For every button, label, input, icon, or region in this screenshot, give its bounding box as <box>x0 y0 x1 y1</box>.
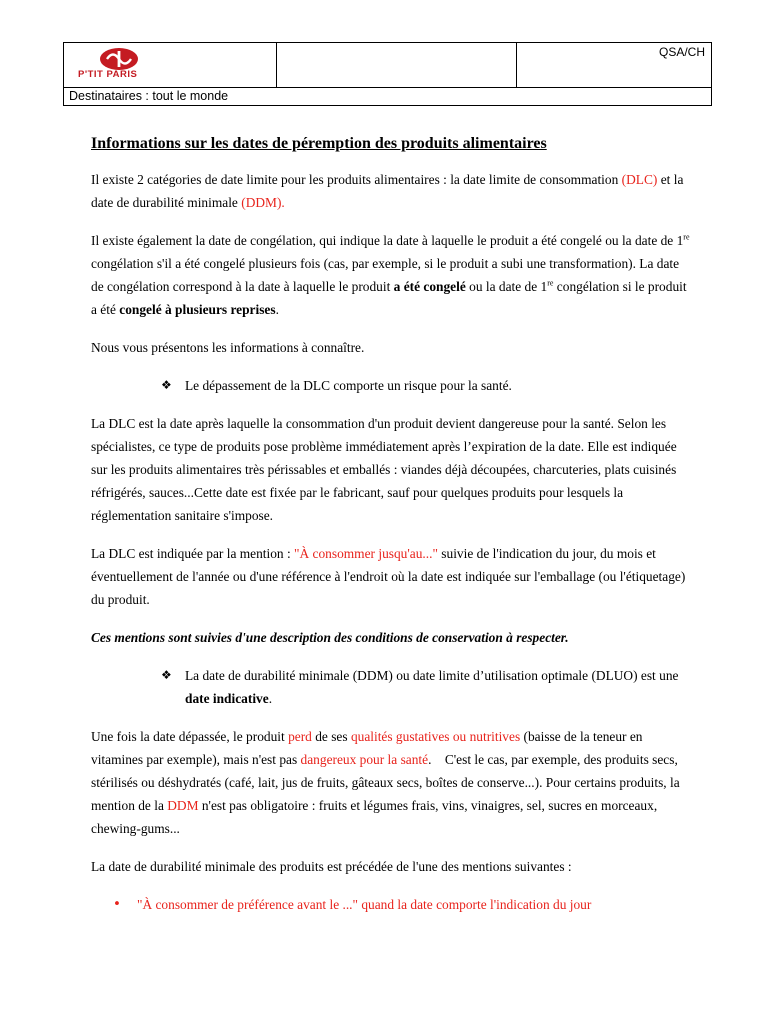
list-item: ❖ Le dépassement de la DLC comporte un risque pour la santé. <box>91 374 691 397</box>
doc-code: QSA/CH <box>517 43 712 88</box>
list-item: ❖ La date de durabilité minimale (DDM) ou date limite d’utilisation optimale (DLUO) est une date indicative. <box>91 664 691 710</box>
diamond-bullet-icon: ❖ <box>161 668 172 682</box>
logo-cell <box>64 43 277 88</box>
diamond-bullet-icon: ❖ <box>161 378 172 392</box>
paragraph-ddm: Une fois la date dépassée, le produit perd de ses qualités gustatives ou nutritives (baisse de la teneur en vitamines par exemple), mais n'est pas dangereux pour la santé. C'est le cas, par exemple, des produits secs, stérilisés ou déshydratés (café, lait, jus de fruits, gâteaux secs, boîtes de conserve...). Pour certains produits, la mention de la DDM n'est pas obligatoire : fruits et légumes frais, vins, vinaigres, sel, sucres en morceaux, chewing-gums... <box>91 729 684 836</box>
paragraph-intro: Nous vous présentons les informations à connaître. <box>91 340 365 355</box>
paragraph-dlc-mention: La DLC est indiquée par la mention : "À consommer jusqu'au..." suivie de l'indication du jour, du mois et éventuellement de l'année ou d'une référence à l'endroit où la date est indiquée sur l'emballage (ou l'étiquetage) du produit. <box>91 546 686 607</box>
paragraph-categories: Il existe 2 catégories de date limite pour les produits alimentaires : la date limite de consommation (DLC) et la date de durabilité minimale (DDM). <box>91 172 684 210</box>
bullet-dot-icon: • <box>113 897 121 912</box>
list-item: • "À consommer de préférence avant le ..." quand la date comporte l'indication du jour <box>91 893 691 916</box>
paragraph-dlc: La DLC est la date après laquelle la consommation d'un produit devient dangereuse pour la santé. Selon les spécialistes, ce type de produits pose problème immédiatement après l’expiration de la date. Elle est indiquée sur les produits alimentaires très périssables et emballés : viandes déjà découpées, charcuteries, plats cuisinés réfrigérés, sauces...Cette date est fixée par le fabricant, sauf pour quelques produits pour lesquels la réglementation sanitaire s'impose. <box>91 416 677 523</box>
document-body <box>91 132 691 916</box>
ptit-paris-logo-icon <box>99 47 139 71</box>
paragraph-congelation: Il existe également la date de congélation, qui indique la date à laquelle le produit a été congelé ou la date de 1re congélation s'il a été congelé plusieurs fois (cas, par exemple, si le produit a subi une transformation). La date de congélation correspond à la date à laquelle le produit a été congelé ou la date de 1re congélation si le produit a été congelé à plusieurs reprises. <box>91 232 690 317</box>
header-empty-cell <box>277 43 517 88</box>
logo-text: P'TIT PARIS <box>78 69 138 80</box>
recipients: Destinataires : tout le monde <box>64 88 712 106</box>
document-header <box>63 42 704 103</box>
paragraph-ddm-mentions: La date de durabilité minimale des produits est précédée de l'une des mentions suivantes : <box>91 859 572 874</box>
page-title: Informations sur les dates de péremption des produits alimentaires <box>91 135 547 152</box>
paragraph-conservation: Ces mentions sont suivies d'une description des conditions de conservation à respecter. <box>91 630 569 645</box>
